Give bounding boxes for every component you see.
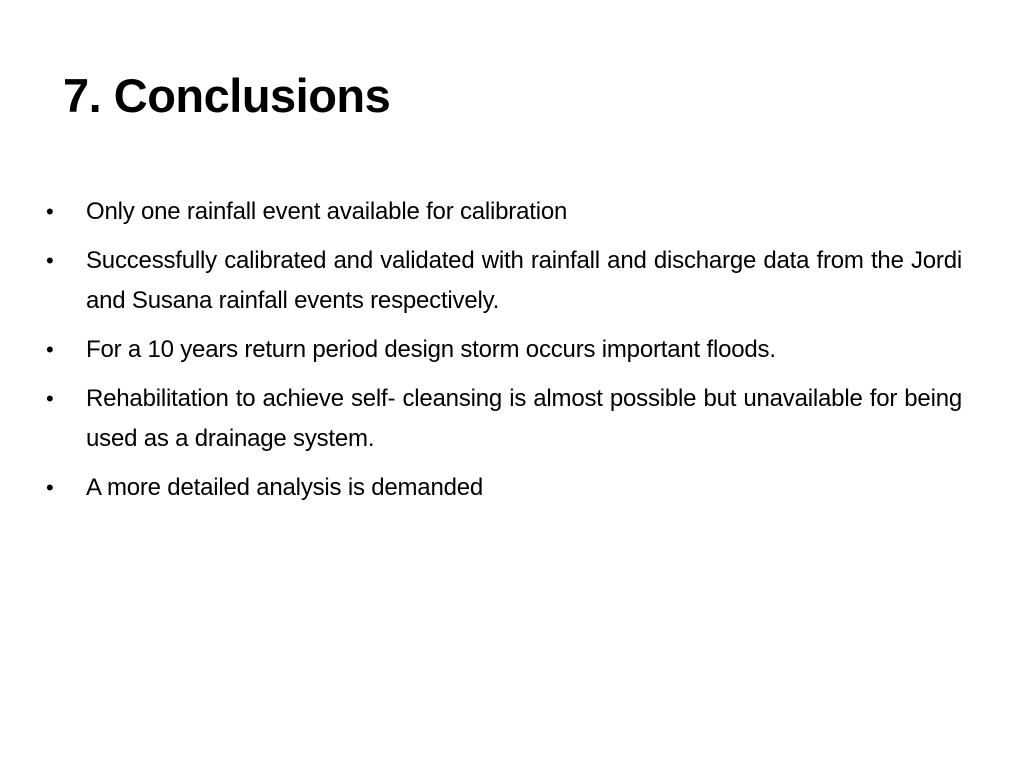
slide-title: 7. Conclusions (63, 69, 391, 122)
bullet-icon: • (46, 248, 54, 273)
bullet-text: Successfully calibrated and validated with rainfall and discharge data from the Jordi and Susana rainfall events respectively. (86, 247, 962, 314)
list-item (46, 330, 962, 370)
bullet-text: For a 10 years return period design storm occurs important floods. (86, 336, 776, 363)
bullet-icon: • (46, 199, 54, 224)
list-item (46, 379, 962, 459)
bullet-text: Rehabilitation to achieve self- cleansing is almost possible but unavailable for being used as a drainage system. (86, 385, 962, 452)
list-item (46, 241, 962, 321)
conclusions-list (46, 192, 962, 517)
bullet-text: A more detailed analysis is demanded (86, 474, 484, 501)
bullet-text: Only one rainfall event available for calibration (86, 198, 568, 225)
bullet-icon: • (46, 386, 54, 411)
bullet-icon: • (46, 337, 54, 362)
list-item (46, 468, 962, 508)
bullet-icon: • (46, 475, 54, 500)
list-item (46, 192, 962, 232)
